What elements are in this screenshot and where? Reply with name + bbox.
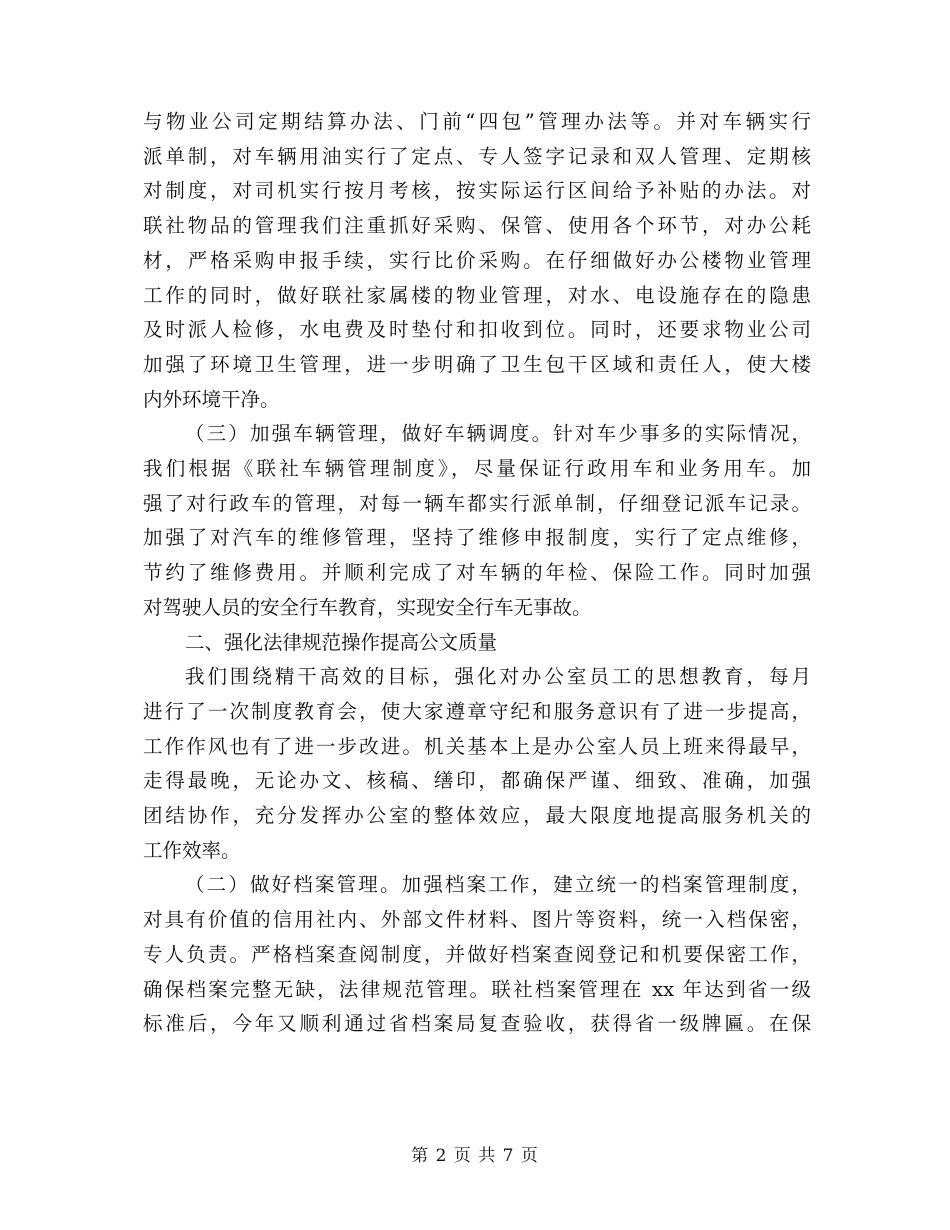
text-line: 工作的同时，做好联社家属楼的物业管理，对水、电设施存在的隐患 bbox=[143, 283, 811, 307]
text-line: 进行了一次制度教育会，使大家遵章守纪和服务意识有了进一步提高， bbox=[143, 699, 811, 723]
text-line: 与物业公司定期结算办法、门前“四包”管理办法等。并对车辆实行 bbox=[143, 110, 811, 133]
text-line: 对制度，对司机实行按月考核，按实际运行区间给予补贴的办法。对 bbox=[143, 179, 811, 203]
text-line: 工作效率。 bbox=[143, 838, 241, 862]
text-line: 加强了对汽车的维修管理，坚持了维修申报制度，实行了定点维修， bbox=[143, 526, 811, 550]
text-line: 团结协作，充分发挥办公室的整体效应，最大限度地提高服务机关的 bbox=[143, 804, 811, 828]
text-line: 材，严格采购申报手续，实行比价采购。在仔细做好办公楼物业管理 bbox=[143, 248, 811, 272]
text-line: （二）做好档案管理。加强档案工作，建立统一的档案管理制度， bbox=[185, 873, 811, 897]
document-body bbox=[143, 105, 811, 1042]
text-line: 工作作风也有了进一步改进。机关基本上是办公室人员上班来得最早， bbox=[143, 734, 811, 758]
text-line: 走得最晚，无论办文、核稿、缮印，都确保严谨、细致、准确，加强 bbox=[143, 769, 811, 793]
text-line: 标准后，今年又顺利通过省档案局复查验收，获得省一级牌匾。在保 bbox=[143, 1012, 811, 1036]
text-line: （三）加强车辆管理，做好车辆调度。针对车少事多的实际情况， bbox=[185, 422, 811, 446]
text-line: 对驾驶人员的安全行车教育，实现安全行车无事故。 bbox=[143, 595, 592, 619]
text-line: 专人负责。严格档案查阅制度，并做好档案查阅登记和机要保密工作， bbox=[143, 942, 811, 966]
text-line: 派单制，对车辆用油实行了定点、专人签字记录和双人管理、定期核 bbox=[143, 144, 811, 168]
text-line: 二、强化法律规范操作提高公文质量 bbox=[185, 630, 498, 654]
text-line: 确保档案完整无缺，法律规范管理。联社档案管理在 xx 年达到省一级 bbox=[143, 977, 811, 1001]
text-line: 及时派人检修，水电费及时垫付和扣收到位。同时，还要求物业公司 bbox=[143, 318, 811, 342]
text-line: 我们围绕精干高效的目标，强化对办公室员工的思想教育，每月 bbox=[185, 665, 811, 689]
text-line: 对具有价值的信用社内、外部文件材料、图片等资料，统一入档保密， bbox=[143, 908, 811, 932]
text-line: 联社物品的管理我们注重抓好采购、保管、使用各个环节，对办公耗 bbox=[143, 214, 811, 238]
page-footer: 第 2 页 共 7 页 bbox=[411, 1146, 539, 1166]
text-line: 我们根据《联社车辆管理制度》，尽量保证行政用车和业务用车。加 bbox=[143, 457, 811, 481]
text-line: 强了对行政车的管理，对每一辆车都实行派单制，仔细登记派车记录。 bbox=[143, 491, 811, 515]
text-line: 节约了维修费用。并顺利完成了对车辆的年检、保险工作。同时加强 bbox=[143, 561, 811, 585]
text-line: 加强了环境卫生管理，进一步明确了卫生包干区域和责任人，使大楼 bbox=[143, 352, 811, 376]
text-line: 内外环境干净。 bbox=[143, 387, 280, 411]
